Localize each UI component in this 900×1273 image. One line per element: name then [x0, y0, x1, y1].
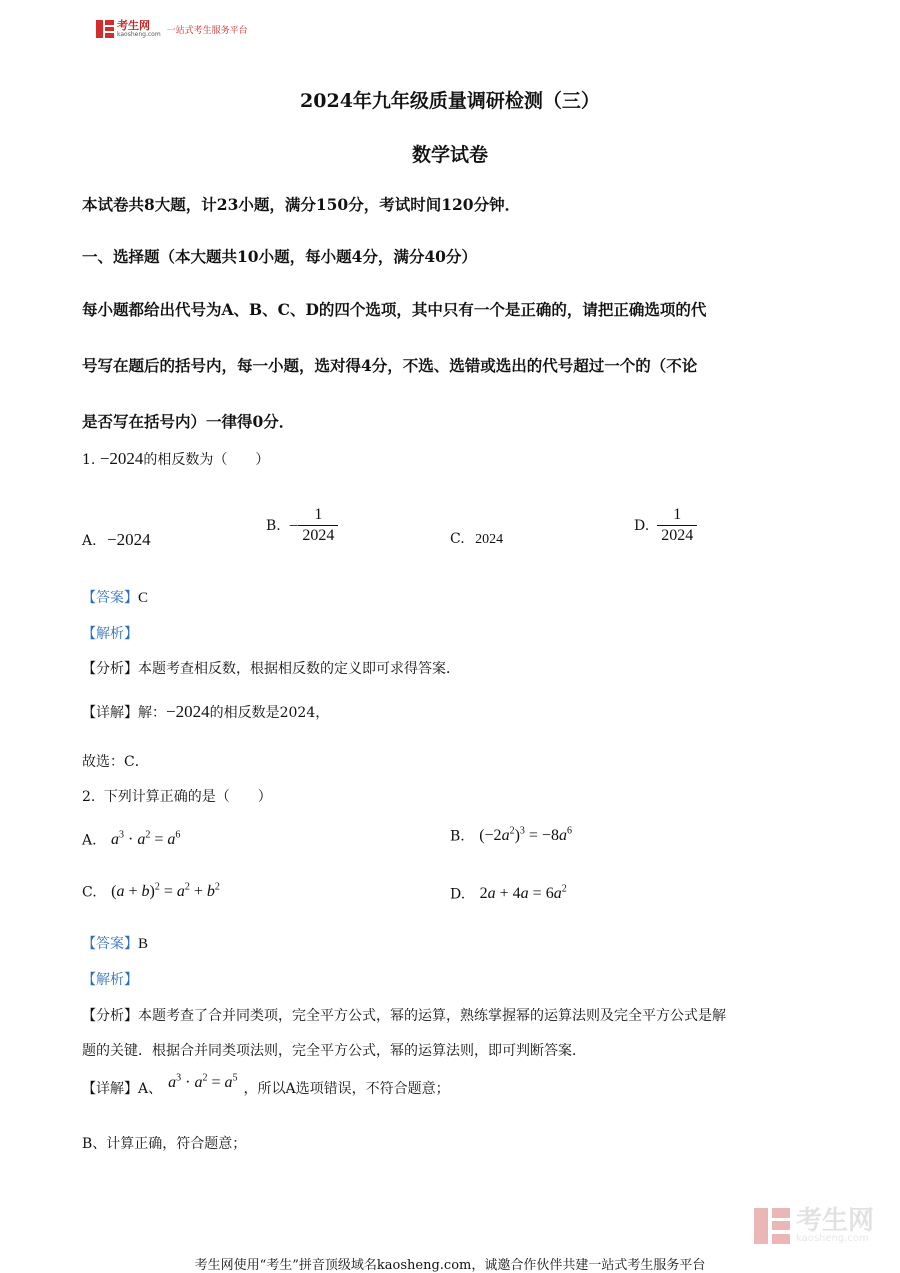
q1-option-c [450, 531, 503, 548]
fenxi-text: 本题考查了合并同类项，完全平方公式，幂的运算，熟练掌握幂的运算法则及完全平方公式是解 [138, 1008, 726, 1024]
q1-fenxi [82, 658, 460, 678]
answer-value: B [138, 936, 149, 952]
q1-conclusion: 故选：C． [82, 754, 149, 770]
option-formula: $2a + 4a = 6a^2$ [479, 884, 567, 903]
option-formula: $(-2a^2)^3 = -8a^6$ [479, 826, 572, 845]
instructions-line-2: 号写在题后的括号内，每一小题，选对得4分，不选、选错或选出的代号超过一个的（不论 [82, 356, 698, 375]
numerator: 1 [673, 506, 682, 523]
q2-option-b [450, 826, 572, 845]
option-label: D. [634, 517, 650, 534]
logo-domain: kaosheng.com [117, 31, 161, 38]
q2-option-c [82, 882, 220, 901]
detail-suffix: ，所以A选项错误，不符合题意； [243, 1081, 450, 1097]
option-label: A. [82, 832, 97, 849]
logo-slogan: 一站式考生服务平台 [166, 25, 248, 36]
exam-intro: 本试卷共8大题，计23小题，满分150分，考试时间120分钟． [82, 195, 521, 214]
instructions-line-3: 是否写在括号内）一律得0分． [82, 412, 295, 431]
watermark-logo [754, 1208, 874, 1244]
detail-tag: 【详解】 [82, 705, 138, 721]
answer-value: C [138, 590, 149, 606]
fenxi-text: 本题考查相反数，根据相反数的定义即可求得答案． [138, 661, 460, 677]
question-2-number: 2. [82, 789, 96, 805]
option-sign: − [288, 515, 299, 535]
option-label: D. [450, 886, 466, 903]
option-value: −2024 [107, 530, 151, 549]
detail-expr: −2024 [166, 702, 210, 721]
q2-detail [82, 1072, 450, 1098]
logo-icon [96, 20, 114, 38]
q1-option-b [266, 506, 338, 545]
page-title: 2024年九年级质量调研检测（三） [300, 90, 600, 112]
q2-analysis-tag: 【解析】 [82, 972, 138, 988]
question-2-stem [82, 786, 272, 806]
page-subtitle: 数学试卷 [411, 144, 488, 166]
watermark-icon [754, 1208, 790, 1244]
answer-tag: 【答案】 [82, 936, 138, 952]
fraction [298, 506, 338, 545]
q2-fenxi-line-1 [82, 1005, 726, 1025]
logo-name: 考生网 [117, 19, 150, 32]
detail-tag: 【详解】 [82, 1081, 138, 1097]
q2-detail-b: B、计算正确，符合题意； [82, 1136, 247, 1152]
page-footer: 考生网使用“考生”拼音顶级域名kaosheng.com，诚邀合作伙伴共建一站式考生服务平台 [194, 1258, 706, 1273]
q1-option-d [634, 506, 697, 545]
section-heading: 一、选择题（本大题共10小题，每小题4分，满分40分） [82, 247, 477, 266]
detail-suffix: 的相反数是2024， [209, 705, 330, 721]
option-label: A. [82, 533, 97, 549]
denominator: 2024 [657, 525, 697, 545]
detail-prefix: A、 [138, 1081, 163, 1097]
q2-fenxi-line-2: 题的关键．根据合并同类项法则，完全平方公式，幂的运算法则，即可判断答案． [82, 1043, 586, 1059]
header-logo [96, 18, 248, 40]
option-label: B. [266, 517, 281, 534]
watermark-domain: kaosheng.com [795, 1233, 869, 1244]
option-label: C. [450, 531, 465, 547]
detail-prefix: 解： [138, 705, 166, 721]
q2-answer [82, 933, 148, 953]
watermark-name: 考生网 [795, 1206, 874, 1236]
q2-option-a [82, 830, 180, 849]
option-formula: $a^3 \cdot a^2 = a^6$ [111, 830, 181, 849]
q1-answer [82, 587, 148, 607]
q1-option-a [82, 530, 151, 550]
option-formula: $(a + b)^2 = a^2 + b^2$ [111, 882, 220, 901]
question-2-text: 下列计算正确的是（ ） [103, 789, 272, 805]
fenxi-tag: 【分析】 [82, 1008, 138, 1024]
option-label: C. [82, 884, 97, 901]
question-1-text: 的相反数为（ ） [143, 452, 270, 468]
numerator: 1 [314, 506, 323, 523]
q1-detail [82, 702, 329, 722]
detail-formula: $a^3 \cdot a^2 = a^5$ [168, 1072, 238, 1091]
question-1-expr: −2024 [99, 449, 144, 468]
question-1-number: 1. [82, 452, 96, 468]
fenxi-tag: 【分析】 [82, 661, 138, 677]
q1-analysis-tag: 【解析】 [82, 626, 138, 642]
denominator: 2024 [298, 525, 338, 545]
option-label: B. [450, 828, 465, 845]
fraction [657, 506, 697, 545]
option-value: 2024 [475, 532, 504, 547]
question-1-stem [82, 449, 269, 469]
q2-option-d [450, 884, 567, 903]
instructions-line-1: 每小题都给出代号为A、B、C、D的四个选项，其中只有一个是正确的，请把正确选项的代 [82, 300, 707, 319]
answer-tag: 【答案】 [82, 590, 138, 606]
